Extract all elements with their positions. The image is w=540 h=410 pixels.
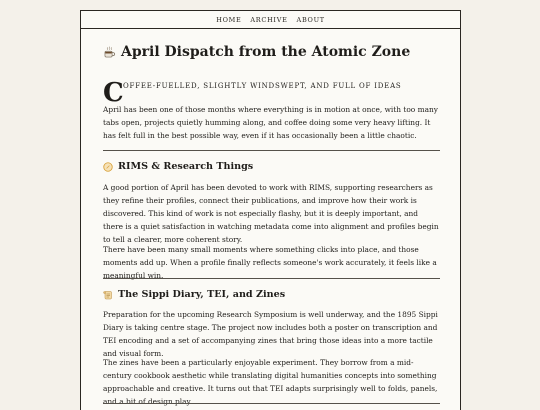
intro-paragraph: April has been one of those months where everything is in motion at once, with too many tabs open, projects quietly humming along, and coffee doing some very heavy lifting. It has felt full in the best possible way, even if it has occasionally been a little chaotic. [103,105,438,140]
section-heading-rims [103,161,253,172]
nav-home-link[interactable]: HOME [216,15,242,24]
section-divider [103,278,440,279]
section-divider [103,150,440,151]
section-heading-text: RIMS & Research Things [118,161,254,172]
section-paragraph: The zines have been a particularly enjoyable experiment. They borrow from a mid-century cookbook aesthetic while translating digital humanities concepts into something approachable and creative. It turns out that TEI adapts surprisingly well to folds, panels, and a bit of design play. [103,358,438,406]
section-paragraph: Preparation for the upcoming Research Symposium is well underway, and the 1895 Sippi Diary is taking centre stage. The project now includes both a poster on transcription and TEI encoding and a set of accompanying zines that bring those ideas into a more tactile and visual form. [103,310,438,358]
section-heading-sippi [103,289,285,300]
section-paragraph: There have been many small moments where something clicks into place, and those moments add up. When a profile finally reflects someone's work accurately, it feels like a meaningful win. [103,245,437,280]
post-title-text: April Dispatch from the Atomic Zone [121,44,411,60]
section-divider [103,403,440,404]
drop-cap: C [103,78,124,108]
section-heading-text: The Sippi Diary, TEI, and Zines [118,289,286,300]
coffee-cup-icon [103,46,116,59]
nav-archive-link[interactable]: ARCHIVE [250,15,288,24]
section-paragraph: A good portion of April has been devoted to work with RIMS, supporting researchers as they refine their profiles, connect their publications, and improve how their work is discovered. This kind of work is not especially flashy, but it is deeply important, and there is a quiet satisfaction in watching metadata come into alignment and profiles begin to tell a clearer, more coherent story. [103,183,439,244]
post-title [103,44,410,60]
compass-icon [103,162,113,172]
page-column [80,10,461,410]
post-kicker: OFFEE-FUELLED, SLIGHTLY WINDSWEPT, AND FULL OF IDEAS [123,82,402,90]
top-navigation [81,11,460,29]
nav-about-link[interactable]: ABOUT [296,15,325,24]
scroll-icon [103,290,113,300]
